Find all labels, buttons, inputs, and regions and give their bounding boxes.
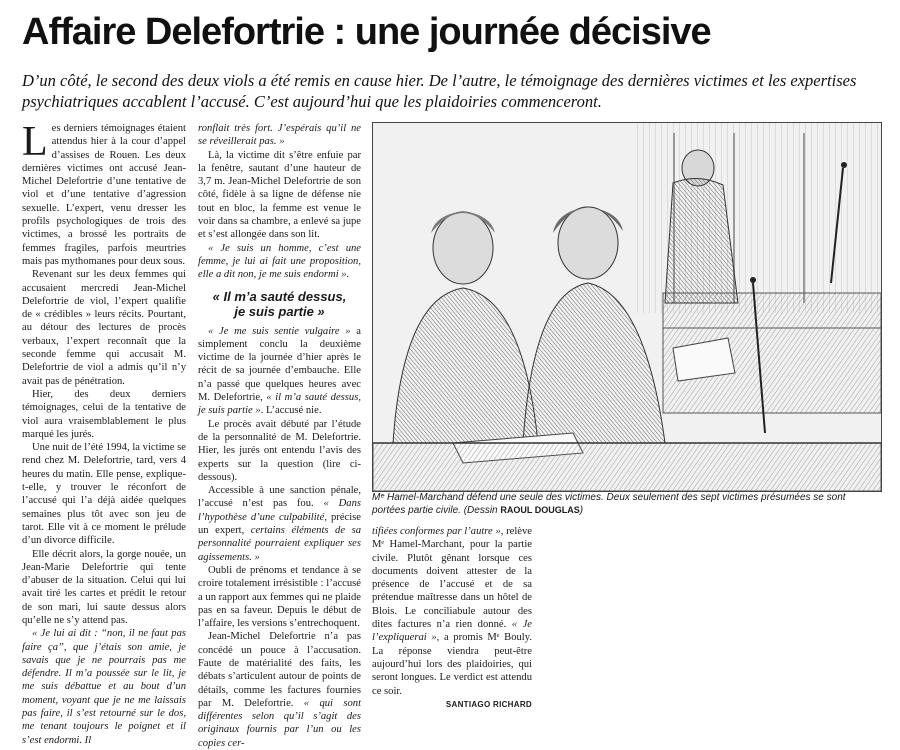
subhead-line: « Il m’a sauté dessus, <box>212 288 347 304</box>
headline: Affaire Delefortrie : une journée décisive <box>22 11 711 53</box>
paragraph-text: a simplement conclu la deuxième victime de la journée d’hier après le récit de sa journée d’embauche. Elle n’a passé que quelques heures avec M. Delefortrie, <box>198 325 361 404</box>
photo-credit: RAOUL DOUGLAS <box>500 505 580 515</box>
paragraph-text: es derniers témoignages étaient attendus hier à la cour d’appel d’assises de Rouen. Les deux dernières victimes ont accusé Jean-Michel Delefortrie d’une tentative de viol et d’une tentative d’agression sexuelle. L’expert, venu dresser les profils psychologiques de trois des victimes, a brossé les portraits de femmes fragiles, parfois meurtries mais pas mythomanes pour deux sous. <box>22 123 186 267</box>
drop-cap: L <box>22 119 48 165</box>
paragraph: Oubli de prénoms et tendance à se croire totalement irrésistible : l’accusé a un rapport aux femmes qui ne plaide pas en sa faveur. Depuis le début de l’affaire, les versions s’entrechoquent. <box>198 564 361 630</box>
courtroom-sketch <box>372 122 882 492</box>
quote: « qui sont différentes selon qu’il s’agit des originaux fournis par l’un ou les copies cer- <box>198 697 362 749</box>
quote-paragraph: « Je suis un homme, c’est une femme, je lui ai fait une proposition, elle a dit non, je me suis endormi ». <box>198 242 361 281</box>
quote: « Je me suis sentie vulgaire » <box>208 325 351 337</box>
paragraph: Une nuit de l’été 1994, la victime se rend chez M. Delefortrie, tard, vers 4 heures du matin. Elle pense, explique-t-elle, y trouver le réconfort de l’accusé qui l’a déjà aidée quelques semaines plus tôt avec son jeu de tarot. Elle vit à ce moment le prélude d’un divorce difficile. <box>22 442 186 547</box>
paragraph-text: Jean-Michel Delefortrie n’a pas concédé un pouce à l’accusation. Faute de matérialité des faits, les débats s’articulent autour de points de détails, comme les factures fournies par M. Delefortrie. <box>198 631 361 709</box>
paragraph: Revenant sur les deux femmes qui accusaient mercredi Jean-Michel Delefortrie de viol, l’expert qualifie de « crédibles » leurs récits. Pourtant, au détour des lectures de procès verbaux, l’expert reconnaît que la seconde femme qui accusait M. Delefortrie de viol a admis qu’il n’y avait pas de pénétration. <box>22 269 186 387</box>
caption-text: Mᵉ Hamel-Marchand défend une seule des victimes. Deux seulement des sept victimes présumées se sont portées partie civile. (Dessin <box>372 492 846 516</box>
paragraph: Là, la victime dit s’être enfuie par la fenêtre, sautant d’une hauteur de 3,7 m. Jean-Michel Delefortrie de son côté, fidèle à sa ligne de défense nie tout en bloc, la femme est venue le voir dans sa chambre, a enlevé sa jupe et s’est allongée dans son lit. <box>198 149 361 241</box>
paragraph <box>22 119 186 268</box>
paragraph <box>198 325 361 418</box>
quote: tifiées conformes par l’autre » <box>372 526 501 537</box>
quote: « Dans l’hypothèse d’une culpabilité <box>198 498 362 523</box>
byline: SANTIAGO RICHARD <box>445 699 532 709</box>
caption-text: ) <box>579 505 584 516</box>
article-column-1 <box>22 119 186 747</box>
subhead-line: je suis partie » <box>234 303 325 319</box>
paragraph-text: , précise un expert, <box>198 511 362 537</box>
courtroom-sketch-drawing <box>373 123 881 491</box>
paragraph <box>198 484 361 564</box>
paragraph-text: , a promis Mᵉ Bouly. La réponse viendra peut-être aujourd’hui lors des plaidoiries, qui seront longues. Le verdict est attendu ce soir. <box>372 632 532 697</box>
quote: certains éléments de sa personnalité pourraient expliquer ses agissements. » <box>198 525 361 563</box>
subhead <box>198 289 361 319</box>
paragraph-text: , relève Mᵉ Hamel-Marchant, pour la partie civile. Plutôt gênant lorsque ces documents doivent attester de la présence de l’accusé et de sa prétendue maîtresse dans un hôtel de Blois. Le conciliabule autour des dites factures n’a rien donné. <box>372 526 533 631</box>
paragraph <box>372 525 532 698</box>
paragraph-text: Accessible à une sanction pénale, l’accusé n’est pas fou. <box>198 485 361 510</box>
article-column-3 <box>372 525 532 711</box>
paragraph: Le procès avait débuté par l’étude de la personnalité de M. Delefortrie. Hier, les jurés ont entendu l’avis des experts sur la question (lire ci-dessous). <box>198 418 361 483</box>
photo-caption <box>372 492 880 517</box>
quote-paragraph: ronflait très fort. J’espérais qu’il ne se réveillerait pas. » <box>198 123 361 148</box>
standfirst: D’un côté, le second des deux viols a été remis en cause hier. De l’autre, le témoignage des dernières victimes et les expertises psychiatriques accablent l’accusé. C’est aujourd’hui que les plaidoiries commenceront. <box>22 71 857 111</box>
paragraph-text: . L’accusé nie. <box>260 405 322 417</box>
quote: « Je l’expliquerai » <box>372 619 532 644</box>
paragraph <box>198 630 361 750</box>
paragraph: Hier, des deux derniers témoignages, celui de la tentative de viol aura vraisemblablement le plus marqué les jurés. <box>22 388 186 440</box>
article-column-2 <box>198 122 361 750</box>
quote: « il m’a sauté dessus, je suis partie » <box>198 392 361 417</box>
paragraph: Elle décrit alors, la gorge nouée, un Jean-Marie Delefortrie qui tente d’abuser de la situation. Celui qui lui avait tiré les cartes et prédit le retour de son mari, lui saute dessus alors qu’elle ne s’y attend pas. <box>22 548 186 626</box>
quote-paragraph: « Je lui ai dit : “non, il ne faut pas faire ça”, que j’étais son amie, je savais que je ne pourrais pas me défendre. Il m’a poussée sur le lit, je me suis débattue et au bout d’un moment, voyant que je ne me laissais pas faire, il s’est retourné sur le dos, me tenant toujours le poignet et il s’est endormi. Il <box>22 628 186 746</box>
